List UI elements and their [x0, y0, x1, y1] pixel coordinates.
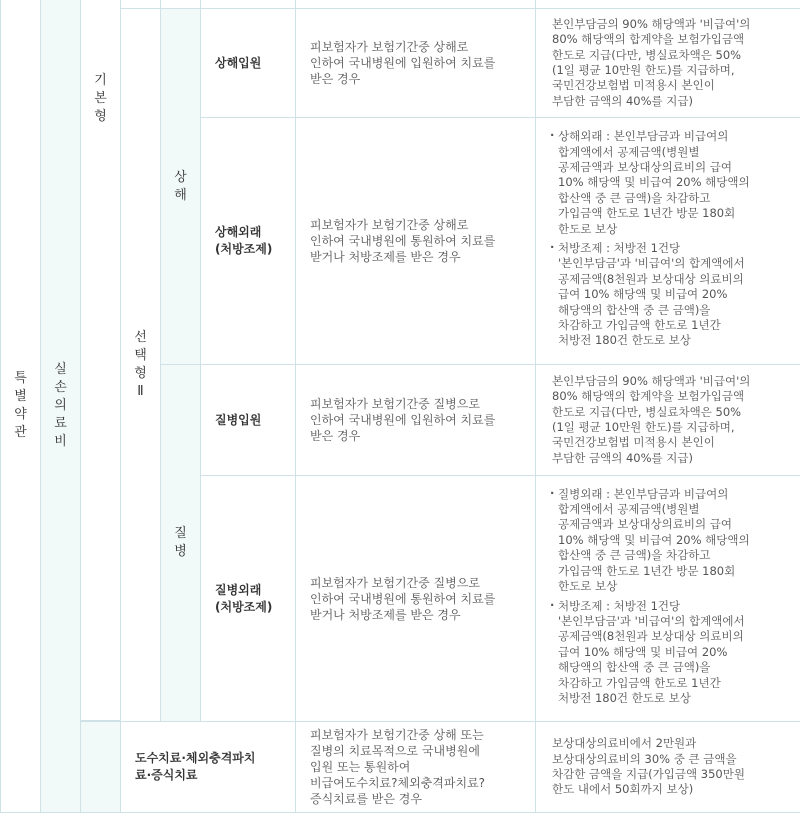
row-name-disease-outpatient	[200, 475, 296, 722]
injury-text: 상해	[174, 169, 187, 203]
pay-bullet-prescription: · 처방조제 : 처방전 1건당 '본인부담금'과 '비급여'의 합계액에서 공제금액(8천원과 보상대상 의료비의 급여 10% 해당액 및 비급여 20% 해당액의 합산액 중 큰 금액)을 차감하고 가입금액 한도로 1년간 처방전 180건 한도로 보상	[550, 599, 750, 707]
row-pay-manual-therapy: 보상대상의료비에서 2만원과 보상대상의료비의 30% 중 큰 금액을 차감한 금액을 지급(가입금액 350만원 한도 내에서 50회까지 보상)	[535, 721, 800, 813]
disease-label	[160, 364, 201, 722]
row-name-text: 도수치료·체외충격파치 료·증식치료	[135, 751, 256, 782]
disease-text: 질병	[174, 526, 187, 559]
row-desc-disease-inpatient: 피보험자가 보험기간중 질병으로 인하여 국내병원에 입원하여 치료를 받은 경우	[295, 364, 536, 476]
pay-bullet-list	[550, 487, 750, 711]
row-name-disease-inpatient	[200, 364, 296, 476]
select-type-label	[120, 8, 161, 722]
medical-expense-text: 실손의료비	[54, 362, 67, 449]
basic-type-label	[80, 0, 121, 721]
basic-type-text: 기본형	[94, 73, 107, 124]
injury-label	[160, 8, 201, 365]
row-name-injury-outpatient	[200, 117, 296, 365]
row-name-text: 상해외래 (처방조제)	[215, 225, 273, 256]
row-name-text: 질병입원	[215, 412, 262, 427]
row-desc-manual-therapy: 피보험자가 보험기간중 상해 또는 질병의 치료목적으로 국내병원에 입원 또는 통원하여 비급여도수치료?체외충격파치료? 증식치료를 받은 경우	[295, 721, 536, 813]
row-name-text: 질병외래 (처방조제)	[215, 582, 273, 614]
special-clause-text: 특별약관	[14, 371, 27, 440]
pay-bullet-outpatient: · 상해외래 : 본인부담금과 비급여의 합계액에서 공제금액(병원별 공제금액과 보상대상의료비의 급여 10% 해당액 및 비급여 20% 해당액의 합산액 중 큰 금액)을 차감하고 가입금액 한도로 1년간 방문 180회 한도로 보상	[550, 129, 750, 237]
row-pay-disease-inpatient: 본인부담금의 90% 해당액과 '비급여'의 80% 해당액의 합계약을 보험가입금액 한도로 지급(다만, 병실료차액은 50% (1일 평균 10만원 한도)를 지급하며, 국민건강보험법 미적용시 본인이 부담한 금액의 40%를 지급)	[535, 364, 800, 476]
pay-bullet-prescription: · 처방조제 : 처방전 1건당 '본인부담금'과 '비급여'의 합계액에서 공제금액(8천원과 보상대상 의료비의 급여 10% 해당액 및 비급여 20% 해당액의 합산액 중 큰 금액)을 차감하고 가입금액 한도로 1년간 처방전 180건 한도로 보상	[550, 241, 750, 349]
select-type-text: 선택형 Ⅱ	[134, 330, 147, 399]
row-name-text: 상해입원	[215, 55, 262, 70]
row-pay-disease-outpatient	[535, 475, 800, 722]
basic-type-extension	[80, 721, 121, 813]
row-name-injury-inpatient	[200, 8, 296, 118]
row-desc-injury-outpatient: 피보험자가 보험기간중 상해로 인하여 국내병원에 통원하여 치료를 받거나 처방조제를 받은 경우	[295, 117, 536, 365]
medical-expense-label	[40, 0, 81, 813]
row-desc-injury-inpatient: 피보험자가 보험기간중 상해로 인하여 국내병원에 입원하여 치료를 받은 경우	[295, 8, 536, 118]
row-name-manual-therapy	[120, 721, 296, 813]
pay-bullet-outpatient: · 질병외래 : 본인부담금과 비급여의 합계액에서 공제금액(병원별 공제금액과 보상대상의료비의 급여 10% 해당액 및 비급여 20% 해당액의 합산액 중 큰 금액)을 차감하고 가입금액 한도로 1년간 방문 180회 한도로 보상	[550, 487, 750, 595]
row-pay-injury-outpatient	[535, 117, 800, 365]
row-pay-injury-inpatient: 본인부담금의 90% 해당액과 '비급여'의 80% 해당액의 합계약을 보험가입금액 한도로 지급(다만, 병실료차액은 50% (1일 평균 10만원 한도)를 지급하며, 국민건강보험법 미적용시 본인이 부담한 금액의 40%를 지급)	[535, 8, 800, 118]
special-clause-label	[0, 0, 41, 813]
row-desc-disease-outpatient: 피보험자가 보험기간중 질병으로 인하여 국내병원에 통원하여 치료를 받거나 처방조제를 받은 경우	[295, 475, 536, 722]
pay-bullet-list	[550, 129, 750, 353]
